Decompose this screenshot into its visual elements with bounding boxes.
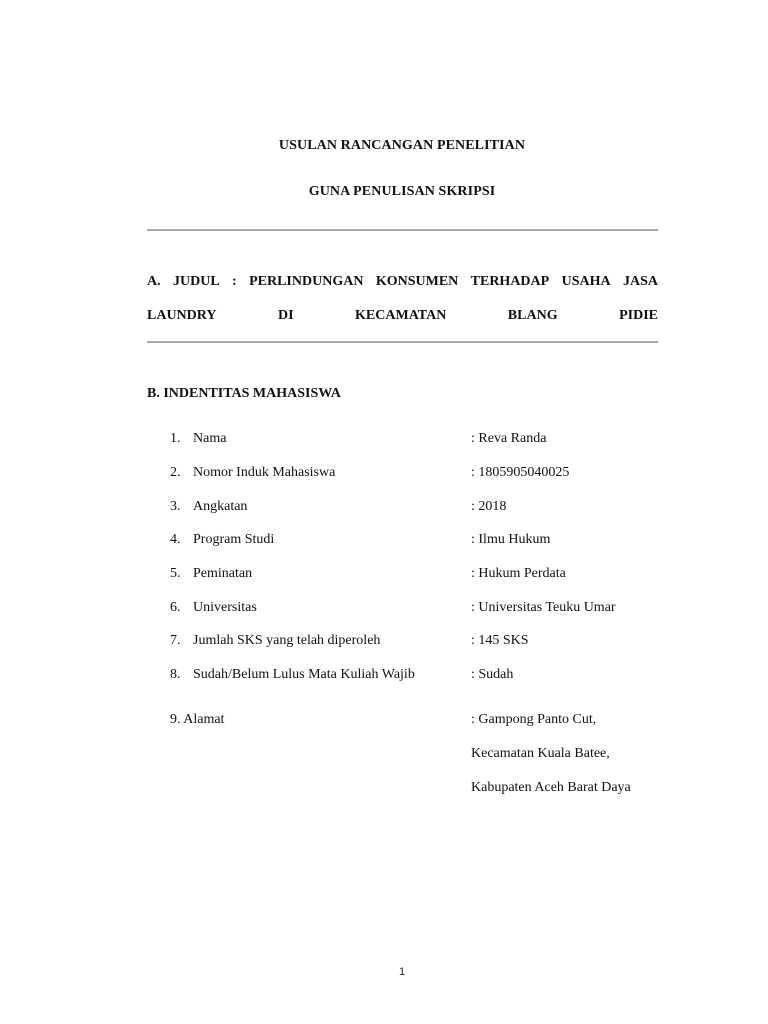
item-number: 8. <box>170 667 181 682</box>
item-label: Nama <box>193 431 227 446</box>
item-value: : Ilmu Hukum <box>471 532 551 547</box>
judul-word: JASA <box>622 274 658 289</box>
section-heading-identitas: B. INDENTITAS MAHASISWA <box>147 386 341 401</box>
identity-row <box>170 633 670 653</box>
item-number: 5. <box>170 566 181 581</box>
item-value: : Universitas Teuku Umar <box>471 600 616 615</box>
item-label: Sudah/Belum Lulus Mata Kuliah Wajib <box>193 667 415 682</box>
judul-word: DI <box>278 308 294 323</box>
document-title: USULAN RANCANGAN PENELITIAN <box>278 138 526 153</box>
item-value: : Sudah <box>471 667 514 682</box>
alamat-label: 9. Alamat <box>170 712 225 727</box>
judul-word: JUDUL <box>173 274 220 289</box>
item-number: 3. <box>170 499 181 514</box>
identity-row <box>170 667 670 687</box>
identity-row <box>170 600 670 620</box>
alamat-line: Kecamatan Kuala Batee, <box>471 746 610 761</box>
judul-word: USAHA <box>561 274 611 289</box>
identity-row <box>170 532 670 552</box>
item-value: : 2018 <box>471 499 507 514</box>
item-label: Nomor Induk Mahasiswa <box>193 465 336 480</box>
item-number: 2. <box>170 465 181 480</box>
judul-word: PIDIE <box>619 308 658 323</box>
document-subtitle: GUNA PENULISAN SKRIPSI <box>308 184 496 199</box>
judul-word: BLANG <box>507 308 558 323</box>
item-number: 6. <box>170 600 181 615</box>
item-value: : 145 SKS <box>471 633 529 648</box>
horizontal-rule-top <box>147 229 658 231</box>
item-value: : 1805905040025 <box>471 465 570 480</box>
identity-row <box>170 499 670 519</box>
judul-line-2 <box>147 308 658 324</box>
identity-row <box>170 465 670 485</box>
item-label: Angkatan <box>193 499 248 514</box>
judul-word: PERLINDUNGAN <box>249 274 364 289</box>
horizontal-rule-bottom <box>147 341 658 343</box>
judul-line-1 <box>147 274 658 290</box>
item-number: 4. <box>170 532 181 547</box>
item-number: 7. <box>170 633 181 648</box>
judul-word: LAUNDRY <box>147 308 217 323</box>
judul-word: KONSUMEN <box>375 274 459 289</box>
item-label: Program Studi <box>193 532 275 547</box>
judul-word: : <box>232 274 237 289</box>
judul-word: TERHADAP <box>470 274 550 289</box>
item-value: : Reva Randa <box>471 431 547 446</box>
identity-row <box>170 566 670 586</box>
item-label: Universitas <box>193 600 257 615</box>
item-number: 1. <box>170 431 181 446</box>
item-value: : Hukum Perdata <box>471 566 566 581</box>
item-label: Peminatan <box>193 566 253 581</box>
item-label: Jumlah SKS yang telah diperoleh <box>193 633 381 648</box>
page-number: 1 <box>398 966 406 978</box>
alamat-line: Kabupaten Aceh Barat Daya <box>471 780 631 795</box>
alamat-line: : Gampong Panto Cut, <box>471 712 597 727</box>
judul-word: A. <box>147 274 161 289</box>
judul-word: KECAMATAN <box>355 308 447 323</box>
identity-row <box>170 431 670 451</box>
